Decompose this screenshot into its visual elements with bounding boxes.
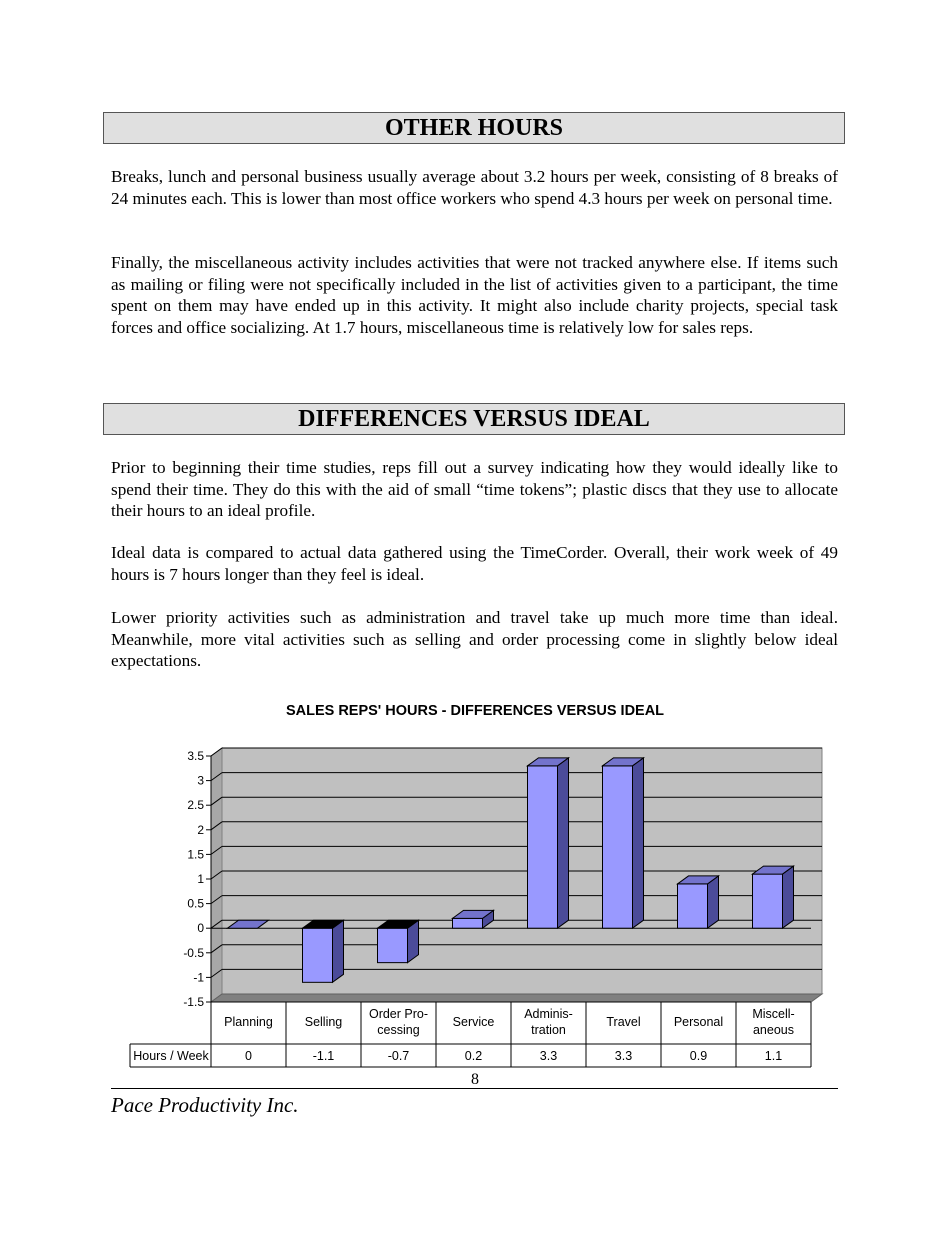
bar-side — [633, 758, 644, 928]
bar — [753, 866, 794, 928]
data-value-label: 1.1 — [764, 1049, 783, 1063]
y-tick-label: -1 — [193, 970, 204, 985]
footer-divider — [111, 1088, 838, 1089]
y-tick-label: 1 — [197, 872, 204, 886]
bar-front — [753, 874, 783, 928]
chart-title: SALES REPS' HOURS - DIFFERENCES VERSUS IDEAL — [285, 703, 665, 719]
section-title-other-hours: OTHER HOURS — [103, 112, 845, 144]
bar-side — [708, 876, 719, 928]
y-tick-label: 3 — [197, 773, 204, 788]
bar-front — [453, 918, 483, 928]
category-label: Travel — [606, 1015, 641, 1029]
page-number: 8 — [471, 1071, 479, 1088]
bar-side — [783, 866, 794, 928]
y-tick-label: -0.5 — [183, 945, 204, 960]
y-tick-label: 0 — [197, 921, 204, 936]
paragraph: Breaks, lunch and personal business usually average about 3.2 hours per week, consisting of 8 breaks of 24 minutes each. This is lower than most office workers who spend 4.3 hours per week on personal time. — [111, 167, 838, 208]
paragraph: Ideal data is compared to actual data gathered using the TimeCorder. Overall, their work week of 49 hours is 7 hours longer than they feel is ideal. — [111, 543, 838, 584]
y-tick-label: 1.5 — [187, 847, 204, 862]
bar — [303, 920, 344, 982]
paragraph: Lower priority activities such as administration and travel take up much more time than ideal. Meanwhile, more vital activities such as selling and order processing come in slightly below ideal expectations. — [111, 608, 838, 670]
data-value-label: 3.3 — [539, 1049, 558, 1063]
paragraph: Prior to beginning their time studies, reps fill out a survey indicating how they would ideally like to spend their time. They do this with the aid of small “time tokens”; plastic discs that they use to allocate their hours to an ideal profile. — [111, 458, 838, 520]
category-label: Service — [452, 1015, 495, 1029]
data-value-label: -1.1 — [312, 1049, 335, 1063]
chart-floor — [211, 994, 822, 1002]
data-value-label: 0.9 — [689, 1049, 708, 1063]
y-tick-label: 0.5 — [187, 896, 204, 911]
y-tick-label: 2 — [197, 822, 204, 837]
section-title-differences-versus-ideal: DIFFERENCES VERSUS IDEAL — [103, 403, 845, 435]
bar-front — [678, 884, 708, 928]
bar-side — [558, 758, 569, 928]
category-label: Order Pro-cessing — [368, 1007, 429, 1037]
bar — [378, 920, 419, 962]
y-tick-label: 3.5 — [187, 749, 204, 763]
category-label: Selling — [304, 1015, 343, 1029]
bar-side — [333, 920, 344, 982]
bar — [678, 876, 719, 928]
category-label: Adminis-tration — [524, 1007, 573, 1037]
data-table-row-label: Hours / Week — [133, 1049, 209, 1063]
bar — [528, 758, 569, 928]
category-label: Planning — [224, 1015, 273, 1029]
company-name: Pace Productivity Inc. — [111, 1093, 299, 1117]
data-value-label: 0 — [245, 1049, 252, 1063]
paragraph: Finally, the miscellaneous activity includes activities that were not tracked anywhere else. If items such as mailing or filing were not specifically included in the list of activities given to a participant, the time spent on them may have ended up in this activity. It might also include charity projects, special task forces and office socializing. At 1.7 hours, miscellaneous time is relatively low for sales reps. — [111, 253, 838, 337]
data-value-label: 3.3 — [614, 1049, 633, 1063]
bar-front — [378, 928, 408, 962]
y-tick-label: 2.5 — [187, 798, 204, 813]
bar — [603, 758, 644, 928]
data-value-label: 0.2 — [464, 1049, 483, 1063]
category-label: Miscell-aneous — [752, 1007, 795, 1037]
bar-front — [303, 928, 333, 982]
y-tick-label: -1.5 — [183, 995, 204, 1009]
bar-front — [528, 766, 558, 928]
bar-front — [603, 766, 633, 928]
category-label: Personal — [673, 1015, 724, 1029]
data-value-label: -0.7 — [387, 1049, 410, 1063]
